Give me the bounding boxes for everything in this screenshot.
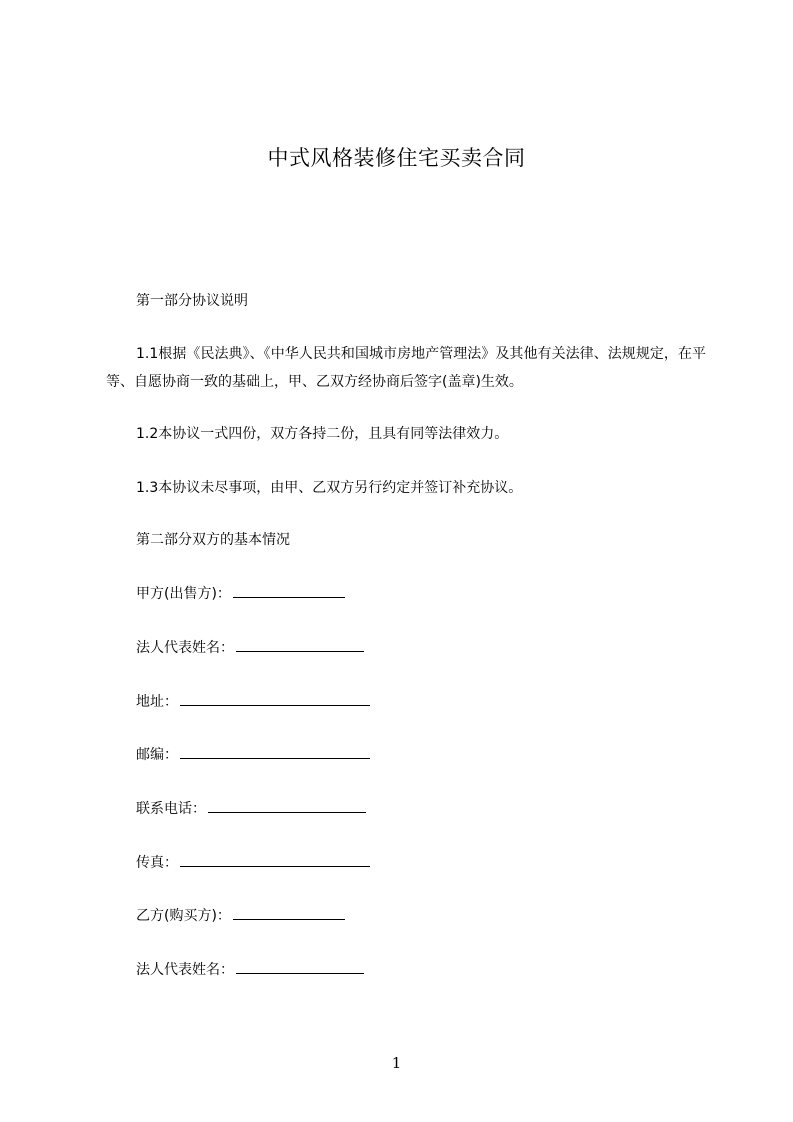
- fill-blank-line[interactable]: [236, 637, 364, 652]
- part1-heading: 第一部分协议说明: [136, 293, 248, 309]
- field-buyer: [136, 904, 345, 928]
- fill-blank-line[interactable]: [233, 905, 345, 920]
- fill-blank-line[interactable]: [180, 852, 370, 867]
- fill-blank-line[interactable]: [180, 691, 370, 706]
- document-title: 中式风格装修住宅买卖合同: [267, 146, 526, 170]
- field-label: 地址：: [136, 694, 178, 710]
- field-label: 邮编：: [136, 747, 178, 763]
- clause-1-1: 1.1根据《民法典》、《中华人民共和国城市房地产管理法》及其他有关法律、法规规定，在平等、自愿协商一致的基础上，甲、乙双方经协商后签字(盖章)生效。: [106, 346, 706, 390]
- field-label: 联系电话：: [136, 801, 206, 817]
- fill-blank-line[interactable]: [208, 798, 366, 813]
- field-buyer-legal-rep: [136, 958, 364, 982]
- page-number: 1: [391, 1054, 402, 1072]
- field-label: 乙方(购买方)：: [136, 908, 231, 924]
- field-seller: [136, 582, 345, 606]
- field-fax: [136, 851, 370, 875]
- field-label: 甲方(出售方)：: [136, 586, 231, 602]
- field-address: [136, 690, 370, 714]
- clause-1-2: 1.2本协议一式四份，双方各持二份，且具有同等法律效力。: [136, 426, 509, 442]
- fill-blank-line[interactable]: [180, 744, 370, 759]
- field-seller-legal-rep: [136, 636, 364, 660]
- field-label: 传真：: [136, 855, 178, 871]
- part2-heading: 第二部分双方的基本情况: [136, 532, 290, 548]
- clause-1-3: 1.3本协议未尽事项，由甲、乙双方另行约定并签订补充协议。: [136, 480, 523, 496]
- field-label: 法人代表姓名：: [136, 962, 234, 978]
- field-postcode: [136, 743, 370, 767]
- field-label: 法人代表姓名：: [136, 640, 234, 656]
- field-phone: [136, 797, 366, 821]
- fill-blank-line[interactable]: [233, 583, 345, 598]
- fill-blank-line[interactable]: [236, 959, 364, 974]
